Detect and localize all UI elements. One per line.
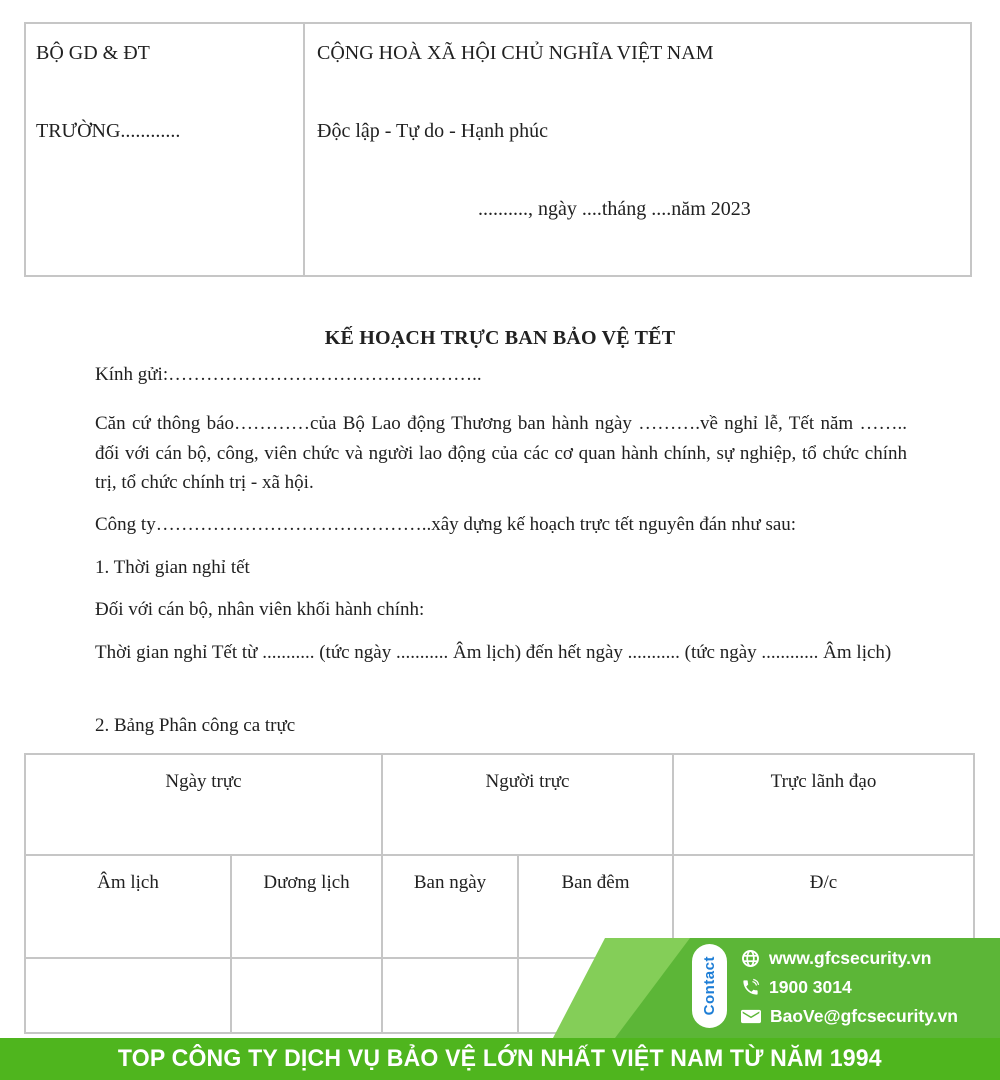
paragraph-company: Công ty……………………………………..xây dựng kế hoạch trực tết nguyên đán như sau: xyxy=(95,514,797,535)
national-motto-line2: Độc lập - Tự do - Hạnh phúc xyxy=(317,120,548,142)
section1-text2: Thời gian nghỉ Tết từ ........... (tức ngày ........... Âm lịch) đến hết ngày ........... (tức ngày ............ Âm lịch) xyxy=(95,642,892,663)
letterhead-cell-divider xyxy=(303,24,305,275)
globe-icon xyxy=(741,949,760,968)
slogan-text: TOP CÔNG TY DỊCH VỤ BẢO VỆ LỚN NHẤT VIỆT NAM TỪ NĂM 1994 xyxy=(118,1045,882,1072)
table-cell xyxy=(25,958,231,1033)
section1-heading: 1. Thời gian nghỉ tết xyxy=(95,557,250,578)
col-header-duty-person: Người trực xyxy=(382,754,673,855)
phone-text: 1900 3014 xyxy=(769,977,852,997)
col-header-duty-date: Ngày trực xyxy=(25,754,382,855)
col-subheader-dayshift: Ban ngày xyxy=(382,855,518,958)
table-cell xyxy=(382,958,518,1033)
contact-phone-row xyxy=(741,974,958,1001)
table-cell xyxy=(231,958,382,1033)
salutation-line: Kính gửi:………………………………………….. xyxy=(95,364,482,385)
contact-email-row xyxy=(741,1003,958,1030)
col-header-duty-leader: Trực lãnh đạo xyxy=(673,754,974,855)
envelope-icon xyxy=(741,1008,761,1025)
letterhead-table xyxy=(24,22,972,277)
slogan-strip xyxy=(0,1038,1000,1080)
school-name-blank: TRƯỜNG............ xyxy=(36,120,181,142)
contact-pill-label: Contact xyxy=(701,956,718,1016)
contact-pill xyxy=(692,944,727,1028)
phone-icon xyxy=(741,978,760,997)
email-text: BaoVe@gfcsecurity.vn xyxy=(770,1006,958,1026)
section2-heading: 2. Bảng Phân công ca trực xyxy=(95,715,296,736)
website-text: www.gfcsecurity.vn xyxy=(769,948,932,968)
page-title: KẾ HOẠCH TRỰC BAN BẢO VỆ TẾT xyxy=(324,327,676,349)
paragraph-basis: Căn cứ thông báo…………của Bộ Lao động Thương ban hành ngày ……….về nghỉ lễ, Tết năm …….. đối với cán bộ, công, viên chức và người lao động của các cơ quan hành chính, sự nghiệp, tổ chức chính trị, tổ chức chính trị - xã hội. xyxy=(95,413,907,493)
col-subheader-nightshift: Ban đêm xyxy=(518,855,673,958)
table-group-header-row xyxy=(25,754,974,855)
section1-text1: Đối với cán bộ, nhân viên khối hành chính: xyxy=(95,599,425,620)
date-line: .........., ngày ....tháng ....năm 2023 xyxy=(478,198,751,220)
col-subheader-comrade: Đ/c xyxy=(673,855,974,958)
org-name: BỘ GD & ĐT xyxy=(36,42,150,64)
national-motto-line1: CỘNG HOÀ XÃ HỘI CHỦ NGHĨA VIỆT NAM xyxy=(317,42,714,64)
col-subheader-lunar: Âm lịch xyxy=(25,855,231,958)
col-subheader-solar: Dương lịch xyxy=(231,855,382,958)
contact-info-list xyxy=(741,945,958,1030)
contact-banner xyxy=(540,938,1000,1038)
contact-website-row xyxy=(741,945,958,972)
